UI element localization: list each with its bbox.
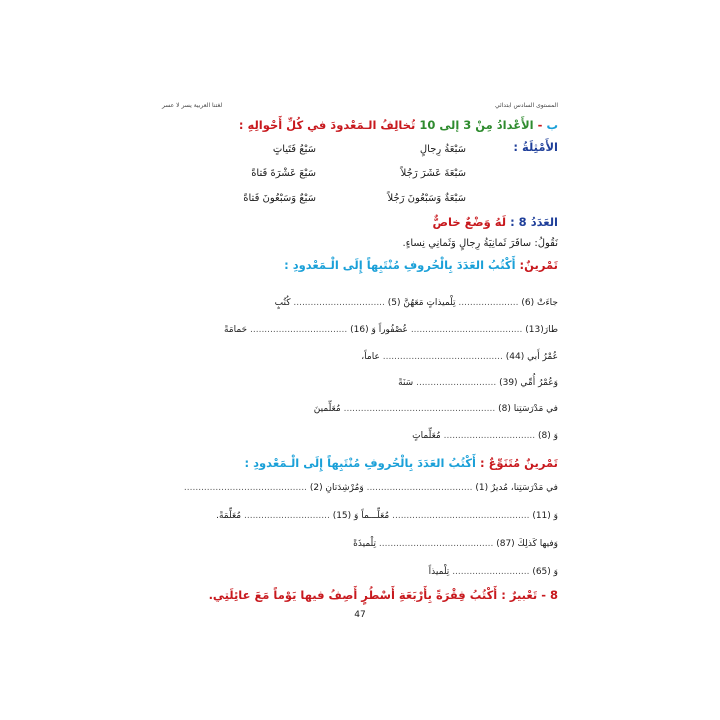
number-8-note: لَهُ وَضْعٌ خاصٌّ — [432, 215, 507, 229]
exercise-1-heading — [284, 258, 558, 272]
number-8-sentence: نَقُولُ: سافَرَ ثَمانِيَةُ رِجالٍ وَثَمانِي نِساءٍ. — [402, 238, 558, 249]
exercise-2-instruction: أَكْتُبُ العَدَدَ بِالْحُروفِ مُنْتَبِهاً إِلَى الْـمَعْدودِ : — [244, 456, 476, 470]
exercise-2-label: تَمْرينٌ مُتَنَوِّعٌ : — [479, 456, 558, 470]
example-2a: سَبْعَةَ عَشَرَ رَجُلاً — [400, 168, 466, 179]
task-8-text: أَكْتُبُ فِقْرَةً بِأَرْبَعَةِ أَسْطُرٍ أَصِفُ فيها يَوْماً مَعَ عائِلَتِي. — [208, 588, 498, 602]
example-3b: سَبْعٌ وَسَبْعُونَ فَتاةً — [243, 193, 316, 204]
ex2-line3: وَفيها كَذلِكَ (87) ........................................ تِلْميذَةً — [353, 539, 558, 549]
example-3a: سَبْعَةٌ وَسَبْعُونَ رَجُلاً — [387, 193, 466, 204]
ex1-line5: في مَدْرَسَتِنا (8) ..................................................... مُعَلِّمينَ — [313, 404, 558, 414]
task-8-number: 8 - — [541, 588, 558, 602]
header-book-title: لغتنا العربية يسر لا عسر — [162, 102, 223, 109]
task-8-label: تَعْبيرٌ : — [501, 588, 538, 602]
number-8-heading — [433, 215, 558, 229]
ex1-line2: طارَ(13) ....................................... عُصْفُوراً وَ (16) .................................. حَمامَةً — [223, 325, 558, 335]
ex1-line3: عُمْرُ أَبي (44) .......................................... عاماً، — [361, 352, 558, 362]
example-1b: سَبْعُ فَتَياتٍ — [272, 144, 316, 155]
ex1-line1: جاءَتْ (6) ..................... تِلْميذاتٍ مَعَهُنَّ (5) ................................ كُتُبٍ — [274, 298, 558, 308]
example-1a: سَبْعَةُ رِجالٍ — [419, 144, 466, 155]
section-b-rule-part1: الأَعْدادُ مِنْ 3 إلى 10 — [419, 118, 534, 132]
examples-label: الأَمْثِلَةُ : — [513, 140, 558, 154]
section-b-heading: ب - الأَعْدادُ مِنْ 3 إلى 10 تُخالِفُ الـمَعْدودَ في كُلِّ أَحْوالِهِ : — [238, 118, 558, 132]
running-header — [162, 102, 558, 112]
ex2-line1: في مَدْرَسَتِنا، مُديرٌ (1) ..................................... وَمُرْشِدَتانِ (2) ........................................... — [183, 483, 558, 493]
ex1-line4: وَعُمْرُ أُمِّي (39) ............................ سَنَةً — [398, 378, 558, 388]
exercise-1-label: تَمْرينٌ: — [519, 258, 558, 272]
workbook-page — [154, 88, 566, 628]
number-8-title: العَدَدُ 8 : — [510, 215, 558, 229]
exercise-2-heading — [245, 456, 558, 470]
section-letter: ب — [546, 118, 558, 132]
exercise-1-instruction: أَكْتُبُ العَدَدَ بِالْحُروفِ مُنْتَبِهاً إِلَى الْـمَعْدودِ : — [284, 258, 516, 272]
header-level: المستوى السادس ابتدائي — [494, 102, 558, 109]
section-b-rule-part2: تُخالِفُ الـمَعْدودَ في كُلِّ أَحْوالِهِ : — [238, 118, 416, 132]
ex2-line4: وَ (65) ........................... تِلْميذاً — [428, 567, 558, 577]
task-8-writing — [209, 588, 558, 602]
ex1-line6: وَ (8) ................................ مُعَلِّماتٍ — [412, 431, 558, 441]
ex2-line2: وَ (11) ................................................ مُعَلِّـــماً وَ (15) .............................. مُعَلِّمَةً. — [216, 511, 558, 521]
page-number: 47 — [354, 610, 366, 620]
example-2b: سَبْعَ عَشْرَةَ فَتاةً — [251, 168, 316, 179]
